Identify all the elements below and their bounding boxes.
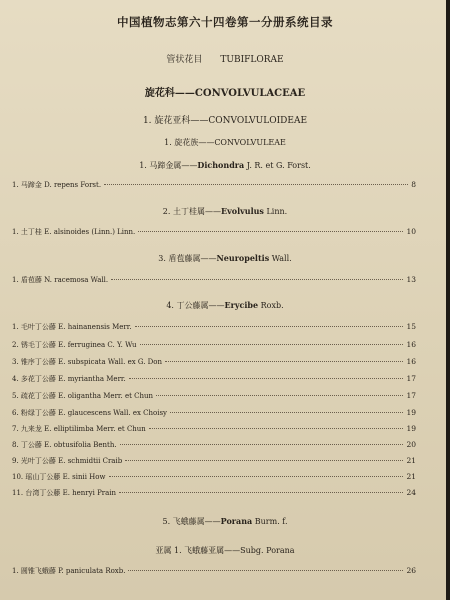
species-name: 1. 毛叶丁公藤 E. hainanensis Merr. [12,323,132,331]
species-entry [12,472,416,484]
genus-name: Erycibe [224,300,259,310]
dot-leader [149,428,404,429]
species-entry [12,275,416,287]
page-number: 16 [406,340,416,349]
subgenus-heading: 亚属 1. 飞蛾藤亚属——Subg. Porana [155,546,295,555]
species-name: 2. 锈毛丁公藤 E. ferruginea C. Y. Wu [12,341,137,349]
page-number: 15 [406,322,416,331]
species-name: 8. 丁公藤 E. obtusifolia Benth. [12,441,117,449]
genus-label: 1. 马蹄金属—— [139,161,198,170]
genus-name: Neuropeltis [216,253,270,263]
species-name: 4. 多花丁公藤 E. myriantha Merr. [12,375,126,383]
species-entry [12,566,416,578]
genus-author: Linn. [263,207,288,216]
species-name: 5. 疏花丁公藤 E. oligantha Merr. et Chun [12,392,154,400]
dot-leader [128,570,403,571]
genus-heading [0,300,450,311]
dot-leader [138,231,403,232]
family-heading: 旋花科——CONVOLVULACEAE [144,88,306,99]
tribe-heading: 1. 旋花族——CONVOLVULEAE [164,138,286,147]
species-entry [12,408,416,420]
species-entry [12,488,416,500]
page-number: 16 [406,357,416,366]
species-name: 1. 马蹄金 D. repens Forst. [12,181,102,189]
species-name: 3. 锥序丁公藤 E. subspicata Wall. ex G. Don [12,358,163,366]
species-entry [12,424,416,436]
dot-leader [119,492,403,493]
genus-author: Burm. f. [252,517,288,526]
dot-leader [104,184,408,185]
order-heading: 管状花目 TUBIFLORAE [166,55,284,65]
species-name: 1. 土丁桂 E. alsinoides (Linn.) Linn. [12,228,136,236]
genus-label: 2. 土丁桂属—— [162,207,221,216]
species-entry [12,180,416,192]
dot-leader [120,444,404,445]
species-name: 7. 九来龙 E. elliptilimba Merr. et Chun [12,425,146,433]
genus-label: 4. 丁公藤属—— [166,301,225,310]
genus-heading [0,516,450,527]
page-number: 26 [406,566,416,575]
genus-name: Porana [220,516,253,526]
dot-leader [109,476,404,477]
page-title: 中国植物志第六十四卷第一分册系统目录 [117,15,333,29]
subfamily-heading: 1. 旋花亚科——CONVOLVULOIDEAE [142,116,308,126]
species-name: 11. 台湾丁公藤 E. henryi Prain [12,489,117,497]
species-name: 9. 光叶丁公藤 E. schmidtii Craib [12,457,123,465]
page-number: 21 [406,472,416,481]
dot-leader [140,344,404,345]
species-name: 1. 圆锥飞蛾藤 P. paniculata Roxb. [12,567,126,575]
dot-leader [111,279,403,280]
species-name: 1. 盾苞藤 N. racemosa Wall. [12,276,109,284]
genus-label: 5. 飞蛾藤属—— [162,517,221,526]
dot-leader [165,361,403,362]
page-number: 17 [406,374,416,383]
species-entry [12,357,416,369]
page-number: 10 [406,227,416,236]
page-number: 19 [406,408,416,417]
species-entry [12,227,416,239]
species-name: 10. 瑶山丁公藤 E. sinii How [12,473,106,481]
species-name: 6. 粉绿丁公藤 E. glaucescens Wall. ex Choisy [12,409,168,417]
genus-author: Roxb. [258,301,284,310]
page-number: 17 [406,391,416,400]
genus-label: 3. 盾苞藤属—— [158,254,217,263]
page-number: 21 [406,456,416,465]
page-number: 20 [406,440,416,449]
species-entry [12,374,416,386]
genus-heading [0,160,450,171]
dot-leader [135,326,404,327]
species-entry [12,322,416,334]
dot-leader [170,412,403,413]
dot-leader [125,460,403,461]
genus-name: Evolvulus [220,206,264,216]
page-number: 19 [406,424,416,433]
genus-author: J. R. et G. Forst. [244,161,311,170]
page-number: 8 [411,180,416,189]
genus-author: Wall. [269,254,292,263]
species-entry [12,456,416,468]
species-entry [12,340,416,352]
genus-heading [0,206,450,217]
dot-leader [156,395,403,396]
page-number: 24 [406,488,416,497]
page-number: 13 [406,275,416,284]
species-entry [12,440,416,452]
dot-leader [129,378,404,379]
genus-heading [0,253,450,264]
genus-name: Dichondra [197,160,245,170]
species-entry [12,391,416,403]
